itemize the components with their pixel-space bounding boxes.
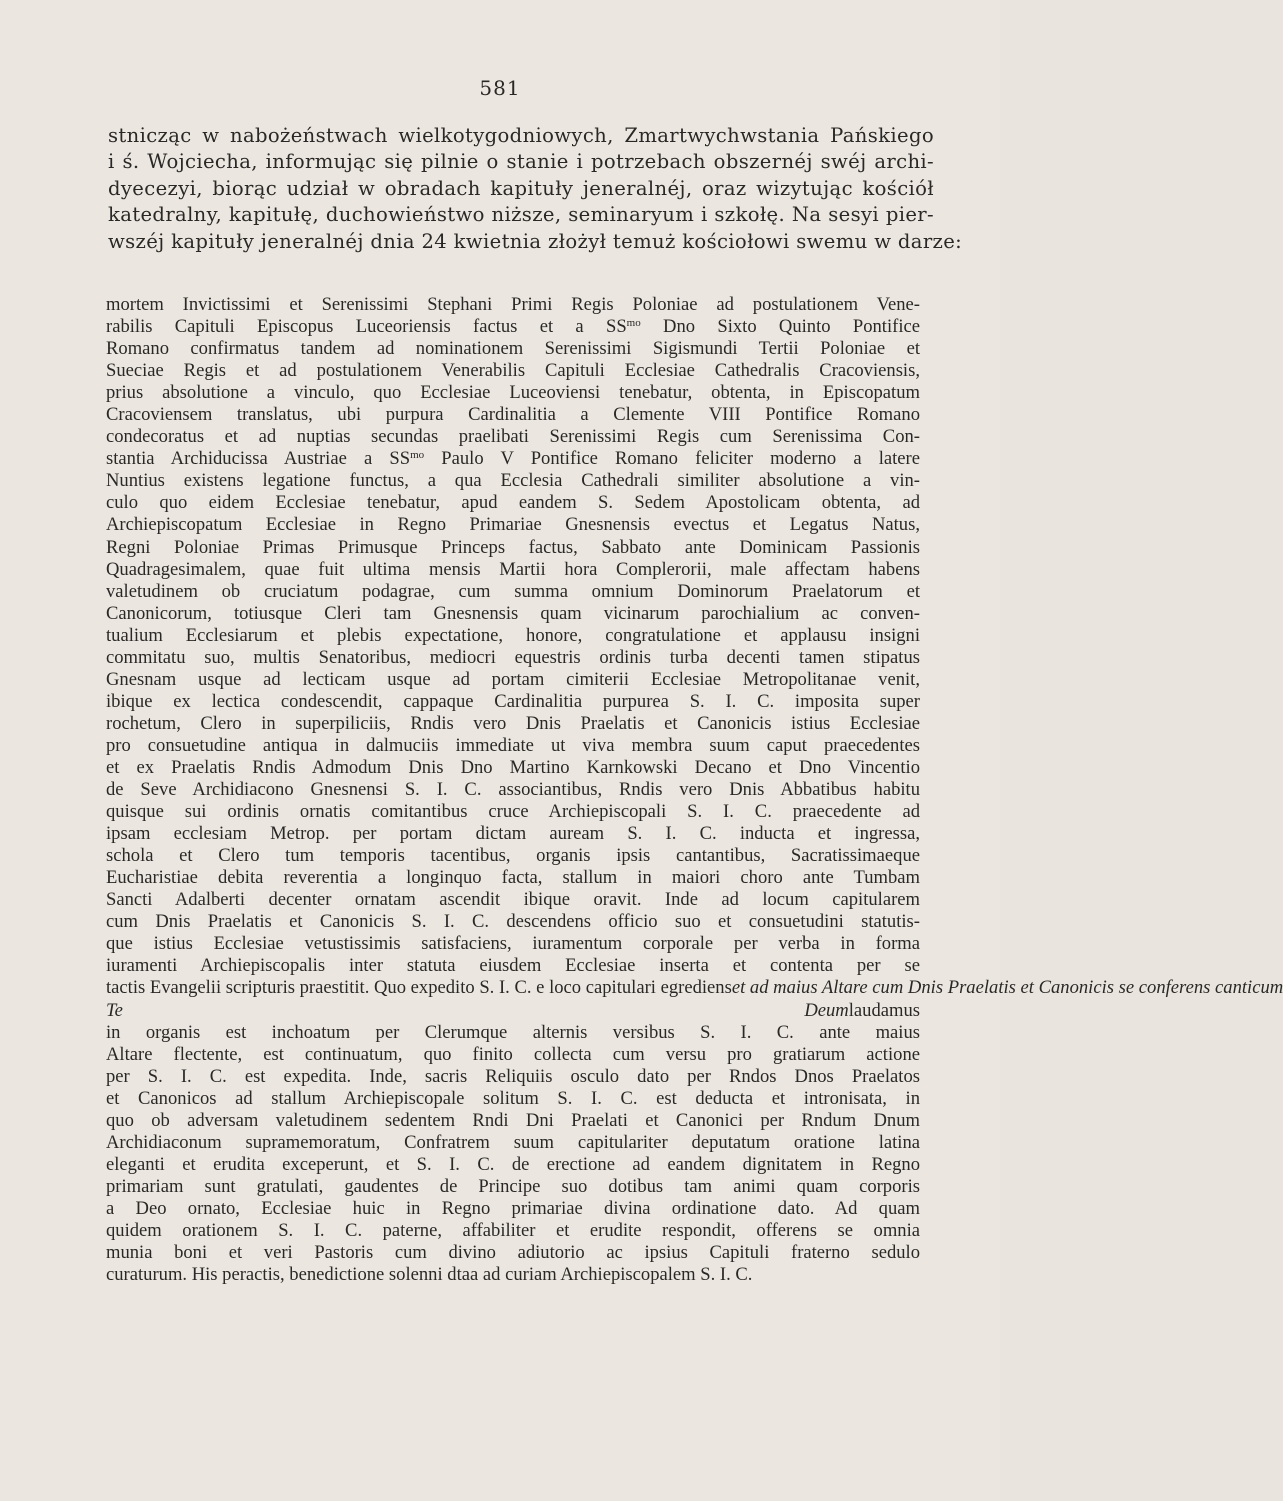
quote-line bbox=[106, 448, 920, 470]
quote-line-text: tactis Evangelii scripturis praestitit. Quo expedito S. I. C. e loco capitulari egrediens bbox=[106, 977, 732, 999]
text-line: stnicząc w nabożeństwach wielkotygodniowych, Zmartwychwstania Pańskiego bbox=[108, 124, 934, 147]
quote-line: Altare flectente, est continuatum, quo finito collecta cum versu pro gratiarum actione bbox=[106, 1043, 920, 1065]
quote-line: a Deo ornato, Ecclesiae huic in Regno primariae divina ordinatione dato. Ad quam bbox=[106, 1197, 920, 1219]
quote-line-text: stantia Archiducissa Austriae a SS bbox=[106, 448, 411, 470]
quote-line: de Seve Archidiacono Gnesnensi S. I. C. associantibus, Rndis vero Dnis Abbatibus habitu bbox=[106, 779, 920, 801]
quote-line: commitatu suo, multis Senatoribus, mediocri equestris ordinis turba decenti tamen stipatus bbox=[106, 646, 920, 668]
quote-line: munia boni et veri Pastoris cum divino adiutorio ac ipsius Capituli fraterno sedulo bbox=[106, 1242, 920, 1264]
quote-line-text: Dno Sixto Quinto Pontifice bbox=[640, 316, 920, 338]
quote-line: per S. I. C. est expedita. Inde, sacris Reliquiis osculo dato per Rndos Dnos Praelatos bbox=[106, 1065, 920, 1087]
quote-line: condecoratus et ad nuptias secundas praelibati Serenissimi Regis cum Serenissima Con- bbox=[106, 426, 920, 448]
quote-line-text: Paulo V Pontifice Romano feliciter moderno a latere bbox=[424, 448, 921, 470]
quote-line: Quadragesimalem, quae fuit ultima mensis Martii hora Complerorii, male affectam habens bbox=[106, 558, 920, 580]
quote-line: curaturum. His peractis, benedictione solenni dtaa ad curiam Archiepiscopalem S. I. C. bbox=[106, 1264, 753, 1286]
quote-line-text: laudamus bbox=[848, 999, 920, 1021]
quote-line: eleganti et erudita exceperunt, et S. I. C. de erectione ad eandem dignitatem in Regno bbox=[106, 1153, 920, 1175]
quote-line: Sueciae Regis et ad postulationem Venerabilis Capituli Ecclesiae Cathedralis Cracoviensis, bbox=[106, 360, 920, 382]
quote-line: et Canonicos ad stallum Archiepiscopale solitum S. I. C. est deducta et intronisata, in bbox=[106, 1087, 920, 1109]
quote-line: iuramenti Archiepiscopalis inter statuta eiusdem Ecclesiae inserta et contenta per se bbox=[106, 955, 920, 977]
quote-line: Canonicorum, totiusque Cleri tam Gnesnensis quam vicinarum parochialium ac conven- bbox=[106, 602, 920, 624]
quote-line: mortem Invictissimi et Serenissimi Stephani Primi Regis Poloniae ad postulationem Vene- bbox=[106, 294, 920, 315]
quote-line: rochetum, Clero in superpiliciis, Rndis vero Dnis Praelatis et Canonicis istius Ecclesiae bbox=[106, 712, 920, 734]
quote-line: primariam sunt gratulati, gaudentes de Principe suo dotibus tam animi quam corporis bbox=[106, 1175, 920, 1197]
quote-line: Archidiaconum supramemoratum, Confratrem suum capitulariter deputatum oratione latina bbox=[106, 1131, 920, 1153]
quote-line: ibique ex lectica condescendit, cappaque Cardinalitia purpurea S. I. C. imposita super bbox=[106, 690, 920, 712]
quote-line bbox=[106, 316, 920, 338]
quote-line: pro consuetudine antiqua in dalmuciis immediate ut viva membra suum caput praecedentes bbox=[106, 734, 920, 756]
quote-line: Regni Poloniae Primas Primusque Princeps factus, Sabbato ante Dominicam Passionis bbox=[106, 536, 920, 558]
quote-line: schola et Clero tum temporis tacentibus, organis ipsis cantantibus, Sacratissimaeque bbox=[106, 845, 920, 867]
quote-line: prius absolutione a vinculo, quo Ecclesiae Luceoviensi tenebatur, obtenta, in Episcopatum bbox=[106, 382, 920, 404]
quote-line: Gnesnam usque ad lecticam usque ad portam cimiterii Ecclesiae Metropolitanae venit, bbox=[106, 668, 920, 690]
latin-quotation bbox=[106, 294, 1283, 1286]
superscript: mo bbox=[626, 317, 641, 330]
quote-line: Nuntius existens legatione functus, a qua Ecclesia Cathedrali similiter absolutione a vin- bbox=[106, 470, 920, 492]
quote-line: Sancti Adalberti decenter ornatam ascendit ibique oravit. Inde ad locum capitularem bbox=[106, 889, 920, 911]
quote-line: Cracoviensem translatus, ubi purpura Cardinalitia a Clemente VIII Pontifice Romano bbox=[106, 404, 920, 426]
text-line: i ś. Wojciecha, informując się pilnie o stanie i potrzebach obszernéj swéj archi- bbox=[108, 150, 934, 174]
quote-line: valetudinem ob cruciatum podagrae, cum summa omnium Dominorum Praelatorum et bbox=[106, 580, 920, 602]
quote-line bbox=[106, 977, 1283, 999]
quote-line: et ex Praelatis Rndis Admodum Dnis Dno Martino Karnkowski Decano et Dno Vincentio bbox=[106, 756, 920, 778]
text-line: wszéj kapituły jeneralnéj dnia 24 kwietnia złożył temuż kościołowi swemu w darze: bbox=[108, 229, 963, 253]
quote-line: ipsam ecclesiam Metrop. per portam dictam auream S. I. C. inducta et ingressa, bbox=[106, 823, 920, 845]
quote-line: Eucharistiae debita reverentia a longinquo facta, stallum in maiori choro ante Tumbam bbox=[106, 867, 920, 889]
italic-text: Te Deum bbox=[106, 999, 849, 1021]
superscript: mo bbox=[410, 449, 425, 462]
quote-line: culo quo eidem Ecclesiae tenebatur, apud eandem S. Sedem Apostolicam obtenta, ad bbox=[106, 492, 920, 514]
quote-line-text: rabilis Capituli Episcopus Luceoriensis factus et a SS bbox=[106, 316, 627, 338]
italic-text: et ad maius Altare cum Dnis Praelatis et Canonicis se conferens canticum bbox=[731, 977, 1283, 999]
text-line: katedralny, kapitułę, duchowieństwo niższe, seminaryum i szkołę. Na sesyi pier- bbox=[108, 203, 934, 227]
quote-line: quisque sui ordinis ornatis comitantibus cruce Archiepiscopali S. I. C. praecedente ad bbox=[106, 801, 920, 823]
quote-line: cum Dnis Praelatis et Canonicis S. I. C. descendens officio suo et consuetudini statutis- bbox=[106, 911, 920, 933]
quote-line: quidem orationem S. I. C. paterne, affabiliter et erudite respondit, offerens se omnia bbox=[106, 1219, 920, 1241]
quote-line: quo ob adversam valetudinem sedentem Rndi Dni Praelati et Canonici per Rndum Dnum bbox=[106, 1109, 920, 1131]
quote-line bbox=[106, 1000, 920, 1022]
quote-line: in organis est inchoatum per Clerumque alternis versibus S. I. C. ante maius bbox=[106, 1021, 920, 1043]
quote-line: Archiepiscopatum Ecclesiae in Regno Primariae Gnesnensis evectus et Legatus Natus, bbox=[106, 514, 920, 536]
text-line: dyecezyi, biorąc udział w obradach kapituły jeneralnéj, oraz wizytując kościół bbox=[108, 176, 934, 200]
quote-line: tualium Ecclesiarum et plebis expectatione, honore, congratulatione et applausu insigni bbox=[106, 624, 920, 646]
quote-line: Romano confirmatus tandem ad nominationem Serenissimi Sigismundi Tertii Poloniae et bbox=[106, 338, 920, 360]
page-number: 581 bbox=[479, 76, 521, 100]
intro-paragraph bbox=[108, 123, 963, 255]
quote-line: que istius Ecclesiae vetustissimis satisfaciens, iuramentum corporale per verba in forma bbox=[106, 933, 920, 955]
